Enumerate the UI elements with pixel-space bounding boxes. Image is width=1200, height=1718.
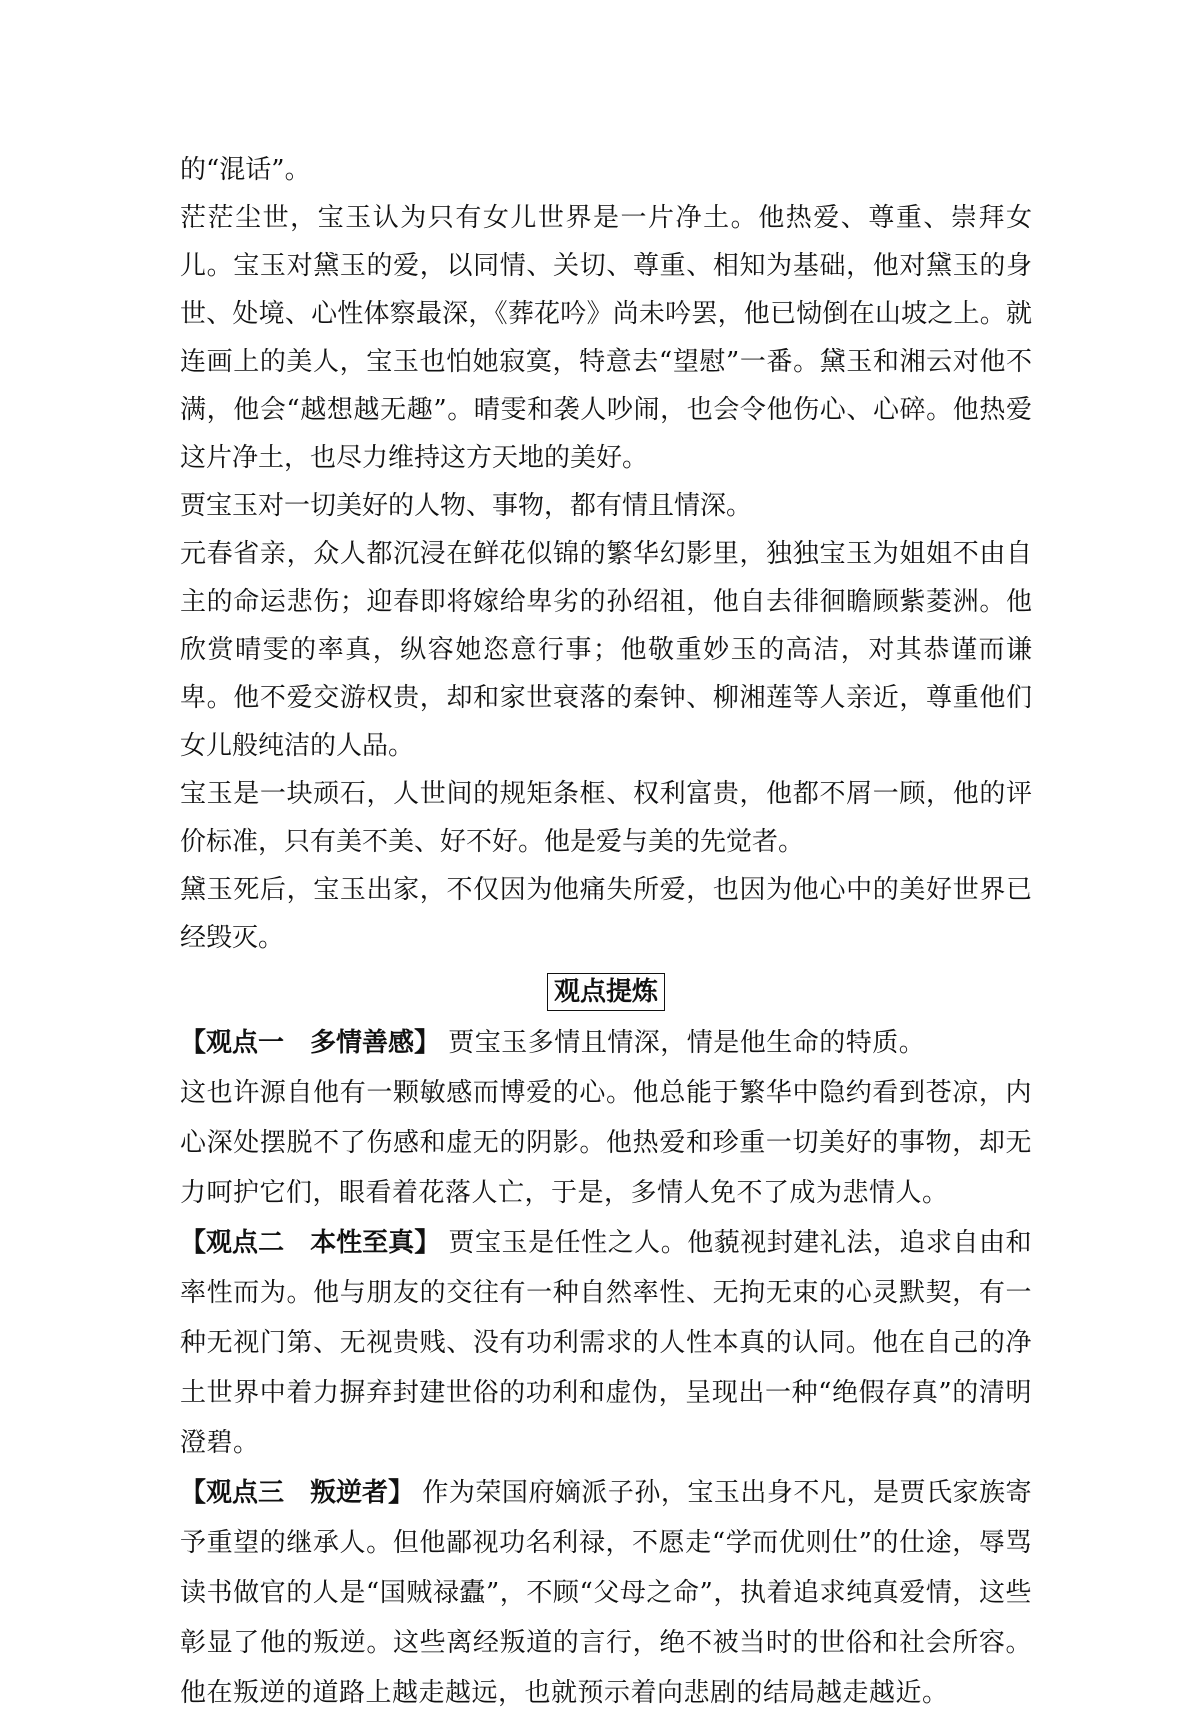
viewpoint-one-lead [180, 1018, 1032, 1068]
section-heading: 观点提炼 [547, 973, 665, 1011]
paragraph-affection-summary: 贾宝玉对一切美好的人物、事物，都有情且情深。 [180, 491, 753, 521]
viewpoint-two-label: 【观点二 本性至真】 [180, 1228, 441, 1258]
viewpoint-three-label: 【观点三 叛逆者】 [180, 1478, 415, 1508]
paragraph-renunciation: 黛玉死后，宝玉出家，不仅因为他痛失所爱，也因为他心中的美好世界已经毁灭。 [180, 875, 1032, 953]
document-body [180, 146, 1032, 1718]
viewpoint-one-lead-text: 贾宝玉多情且情深，情是他生命的特质。 [448, 1028, 926, 1058]
paragraph-pure-land: 茫茫尘世，宝玉认为只有女儿世界是一片净土。他热爱、尊重、崇拜女儿。宝玉对黛玉的爱，以同情、关切、尊重、相知为基础，他对黛玉的身世、处境、心性体察最深，《葬花吟》尚未吟罢，他已恸倒在山坡之上。就连画上的美人，宝玉也怕她寂寞，特意去“望慰”一番。黛玉和湘云对他不满，他会“越想越无趣”。晴雯和袭人吵闹，也会令他伤心、心碎。他热爱这片净土，也尽力维持这方天地的美好。 [180, 203, 1032, 473]
paragraph-continuation: 的“混话”。 [180, 155, 311, 185]
section-heading-container [180, 968, 1032, 1016]
viewpoint-one-body: 这也许源自他有一颗敏感而博爱的心。他总能于繁华中隐约看到苍凉，内心深处摆脱不了伤感和虚无的阴影。他热爱和珍重一切美好的事物，却无力呵护它们，眼看着花落人亡，于是，多情人免不了成为悲情人。 [180, 1078, 1032, 1208]
viewpoint-two-text: 贾宝玉是任性之人。他藐视封建礼法，追求自由和率性而为。他与朋友的交往有一种自然率性、无拘无束的心灵默契，有一种无视门第、无视贵贱、没有功利需求的人性本真的认同。他在自己的净土世界中着力摒弃封建世俗的功利和虚伪，呈现出一种“绝假存真”的清明澄碧。 [180, 1228, 1032, 1458]
viewpoint-three [180, 1468, 1032, 1718]
viewpoint-one-label: 【观点一 多情善感】 [180, 1028, 441, 1058]
paragraph-stubborn-stone: 宝玉是一块顽石，人世间的规矩条框、权利富贵，他都不屑一顾，他的评价标准，只有美不美、好不好。他是爱与美的先觉者。 [180, 779, 1032, 857]
viewpoint-three-text: 作为荣国府嫡派子孙，宝玉出身不凡，是贾氏家族寄予重望的继承人。但他鄙视功名利禄，不愿走“学而优则仕”的仕途，辱骂读书做官的人是“国贼禄蠹”，不顾“父母之命”，执着追求纯真爱情，这些彰显了他的叛逆。这些离经叛道的言行，绝不被当时的世俗和社会所容。他在叛逆的道路上越走越远，也就预示着向悲剧的结局越走越近。 [180, 1478, 1032, 1708]
paragraph-examples: 元春省亲，众人都沉浸在鲜花似锦的繁华幻影里，独独宝玉为姐姐不由自主的命运悲伤；迎春即将嫁给卑劣的孙绍祖，他自去徘徊瞻顾紫菱洲。他欣赏晴雯的率真，纵容她恣意行事；他敬重妙玉的高洁，对其恭谨而谦卑。他不爱交游权贵，却和家世衰落的秦钟、柳湘莲等人亲近，尊重他们女儿般纯洁的人品。 [180, 539, 1032, 761]
viewpoint-two [180, 1218, 1032, 1468]
